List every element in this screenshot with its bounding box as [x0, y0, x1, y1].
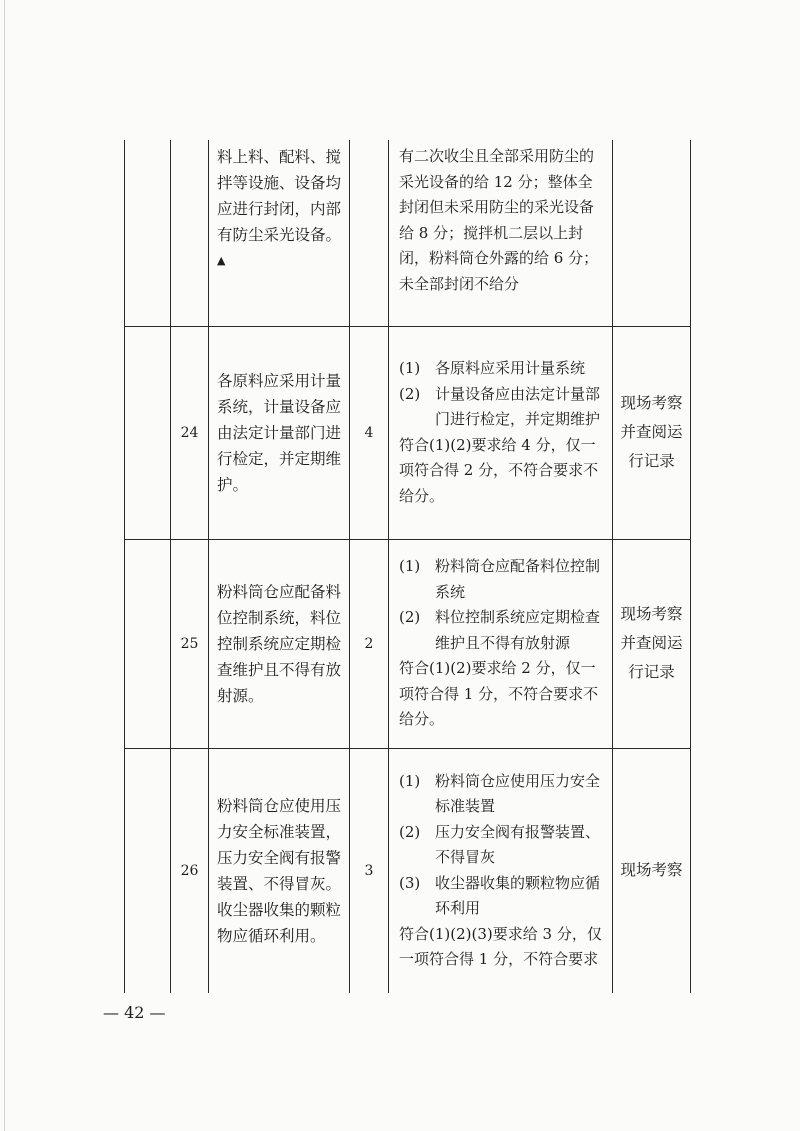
- item-number: [171, 140, 209, 326]
- table-row: [125, 539, 691, 748]
- item-text: 计量设备应由法定计量部门进行检定，并定期维护: [435, 384, 601, 428]
- requirement-cell: 粉料筒仓应配备料位控制系统，料位控制系统应定期检查维护且不得有放射源。: [209, 539, 350, 748]
- item-text: 各原料应采用计量系统: [435, 359, 586, 377]
- item-mark: (2): [399, 608, 421, 627]
- item-mark: (1): [399, 771, 421, 790]
- standard-summary: 符合(1)(2)要求给 4 分，仅一项符合得 2 分，不符合要求不给分。: [399, 435, 599, 505]
- item-number: 25: [171, 539, 209, 748]
- item-mark: (1): [399, 557, 421, 576]
- key-item-marker: ▲: [217, 254, 226, 267]
- standard-item: [399, 871, 604, 922]
- score-cell: 2: [350, 539, 389, 748]
- category-cell: [125, 140, 171, 326]
- table-row: [125, 748, 691, 993]
- item-mark: (3): [399, 873, 421, 892]
- standard-summary: 符合(1)(2)(3)要求给 3 分，仅一项符合得 1 分，不符合要求: [399, 924, 602, 969]
- item-text: 粉料筒仓应配备料位控制系统: [435, 557, 601, 601]
- scoring-table: [124, 140, 691, 993]
- item-text: 粉料筒仓应使用压力安全标准装置: [435, 771, 601, 816]
- standard-cell: [389, 539, 613, 748]
- category-cell: [125, 748, 171, 993]
- method-cell: 现场考察并查阅运行记录: [613, 326, 691, 539]
- item-number: 24: [171, 326, 209, 539]
- requirement-cell: 粉料筒仓应使用压力安全标准装置，压力安全阀有报警装置、不得冒灰。收尘器收集的颗粒物应循环利用。: [209, 748, 350, 993]
- standard-summary: 符合(1)(2)要求给 2 分，仅一项符合得 1 分，不符合要求不给分。: [399, 659, 599, 729]
- requirement-text: 料上料、配料、搅拌等设施、设备均应进行封闭，内部有防尘采光设备。: [217, 148, 342, 244]
- score-cell: [350, 140, 389, 326]
- standard-item: [399, 554, 604, 605]
- requirement-cell: [209, 140, 350, 326]
- item-text: 收尘器收集的颗粒物应循环利用: [435, 873, 601, 918]
- table-row: [125, 140, 691, 326]
- item-mark: (2): [399, 822, 421, 841]
- category-cell: [125, 326, 171, 539]
- standard-cell: [389, 140, 613, 326]
- item-mark: (2): [399, 384, 421, 403]
- item-text: 压力安全阀有报警装置、不得冒灰: [435, 822, 601, 867]
- requirement-cell: 各原料应采用计量系统，计量设备应由法定计量部门进行检定，并定期维护。: [209, 326, 350, 539]
- method-cell: [613, 140, 691, 326]
- standard-item: [399, 382, 604, 433]
- page-number: — 42 —: [103, 1003, 166, 1022]
- page-edge: [4, 0, 5, 1131]
- standard-item: [399, 605, 604, 656]
- item-mark: (1): [399, 359, 421, 377]
- method-cell: 现场考察并查阅运行记录: [613, 539, 691, 748]
- standard-item: [399, 356, 604, 382]
- standard-item: [399, 769, 604, 820]
- method-cell: 现场考察: [613, 748, 691, 993]
- score-cell: 4: [350, 326, 389, 539]
- standard-cell: [389, 748, 613, 993]
- standard-text: 有二次收尘且全部采用防尘的采光设备的给 12 分；整体全封闭但未采用防尘的采光设备给 8 分；搅拌机二层以上封闭，粉料筒仓外露的给 6 分；未全部封闭不给分: [399, 147, 599, 293]
- category-cell: [125, 539, 171, 748]
- item-number: 26: [171, 748, 209, 993]
- standard-item: [399, 820, 604, 871]
- score-cell: 3: [350, 748, 389, 993]
- item-text: 料位控制系统应定期检查维护且不得有放射源: [435, 608, 601, 652]
- standard-cell: [389, 326, 613, 539]
- table-row: [125, 326, 691, 539]
